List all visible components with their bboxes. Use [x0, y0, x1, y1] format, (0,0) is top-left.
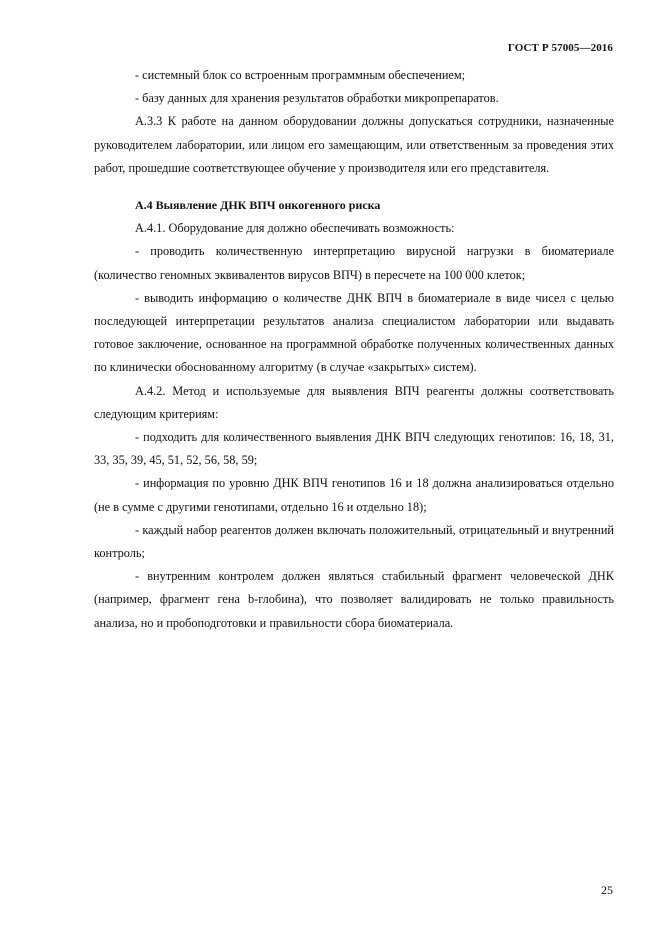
list-item: - внутренним контролем должен являться стабильный фрагмент человеческой ДНК (например, фрагмент гена b-глобина), что позволяет валидировать не только правильность анализа, но и пробоподготовки и правильности сбора биоматериала.: [94, 569, 614, 630]
list-item: - информация по уровню ДНК ВПЧ генотипов 16 и 18 должна анализироваться отдельно (не в сумме с другими генотипами, отдельно 16 и отдельно 18);: [94, 476, 614, 514]
paragraph: А.4.1. Оборудование для должно обеспечивать возможность:: [135, 221, 455, 236]
list-item: - выводить информацию о количестве ДНК ВПЧ в биоматериале в виде чисел с целью последующей интерпретации результатов анализа специалистом лаборатории или выдавать готовое заключение, основанное на программной обработке полученных количественных данных по клинически обоснованному алгоритму (в случае «закрытых» систем).: [94, 290, 614, 375]
paragraph: А.3.3 К работе на данном оборудовании должны допускаться сотрудники, назначенные руководителем лаборатории, или лицом его замещающим, или ответственным за проведения этих работ, прошедшие соответствующее обучение у производителя или его представителя.: [94, 114, 614, 175]
paragraph: А.4.2. Метод и используемые для выявления ВПЧ реагенты должны соответствовать следующим критериям:: [94, 383, 614, 421]
section-gap: [94, 180, 614, 194]
list-item: - каждый набор реагентов должен включать положительный, отрицательный и внутренний контроль;: [94, 522, 614, 561]
page-header-standard: ГОСТ Р 57005—2016: [507, 42, 613, 54]
list-item: - проводить количественную интерпретацию вирусной нагрузки в биоматериале (количество геномных эквивалентов вирусов ВПЧ) в пересчете на 100 000 клеток;: [94, 244, 614, 282]
list-item: - базу данных для хранения результатов обработки микропрепаратов.: [135, 91, 499, 106]
list-item: - подходить для количественного выявления ДНК ВПЧ следующих генотипов: 16, 18, 31, 33, 35, 39, 45, 51, 52, 56, 58, 59;: [94, 430, 614, 468]
section-heading: А.4 Выявление ДНК ВПЧ онкогенного риска: [135, 198, 381, 213]
list-item: - системный блок со встроенным программным обеспечением;: [135, 68, 466, 82]
page-number: 25: [601, 883, 613, 897]
document-body: [94, 64, 614, 635]
